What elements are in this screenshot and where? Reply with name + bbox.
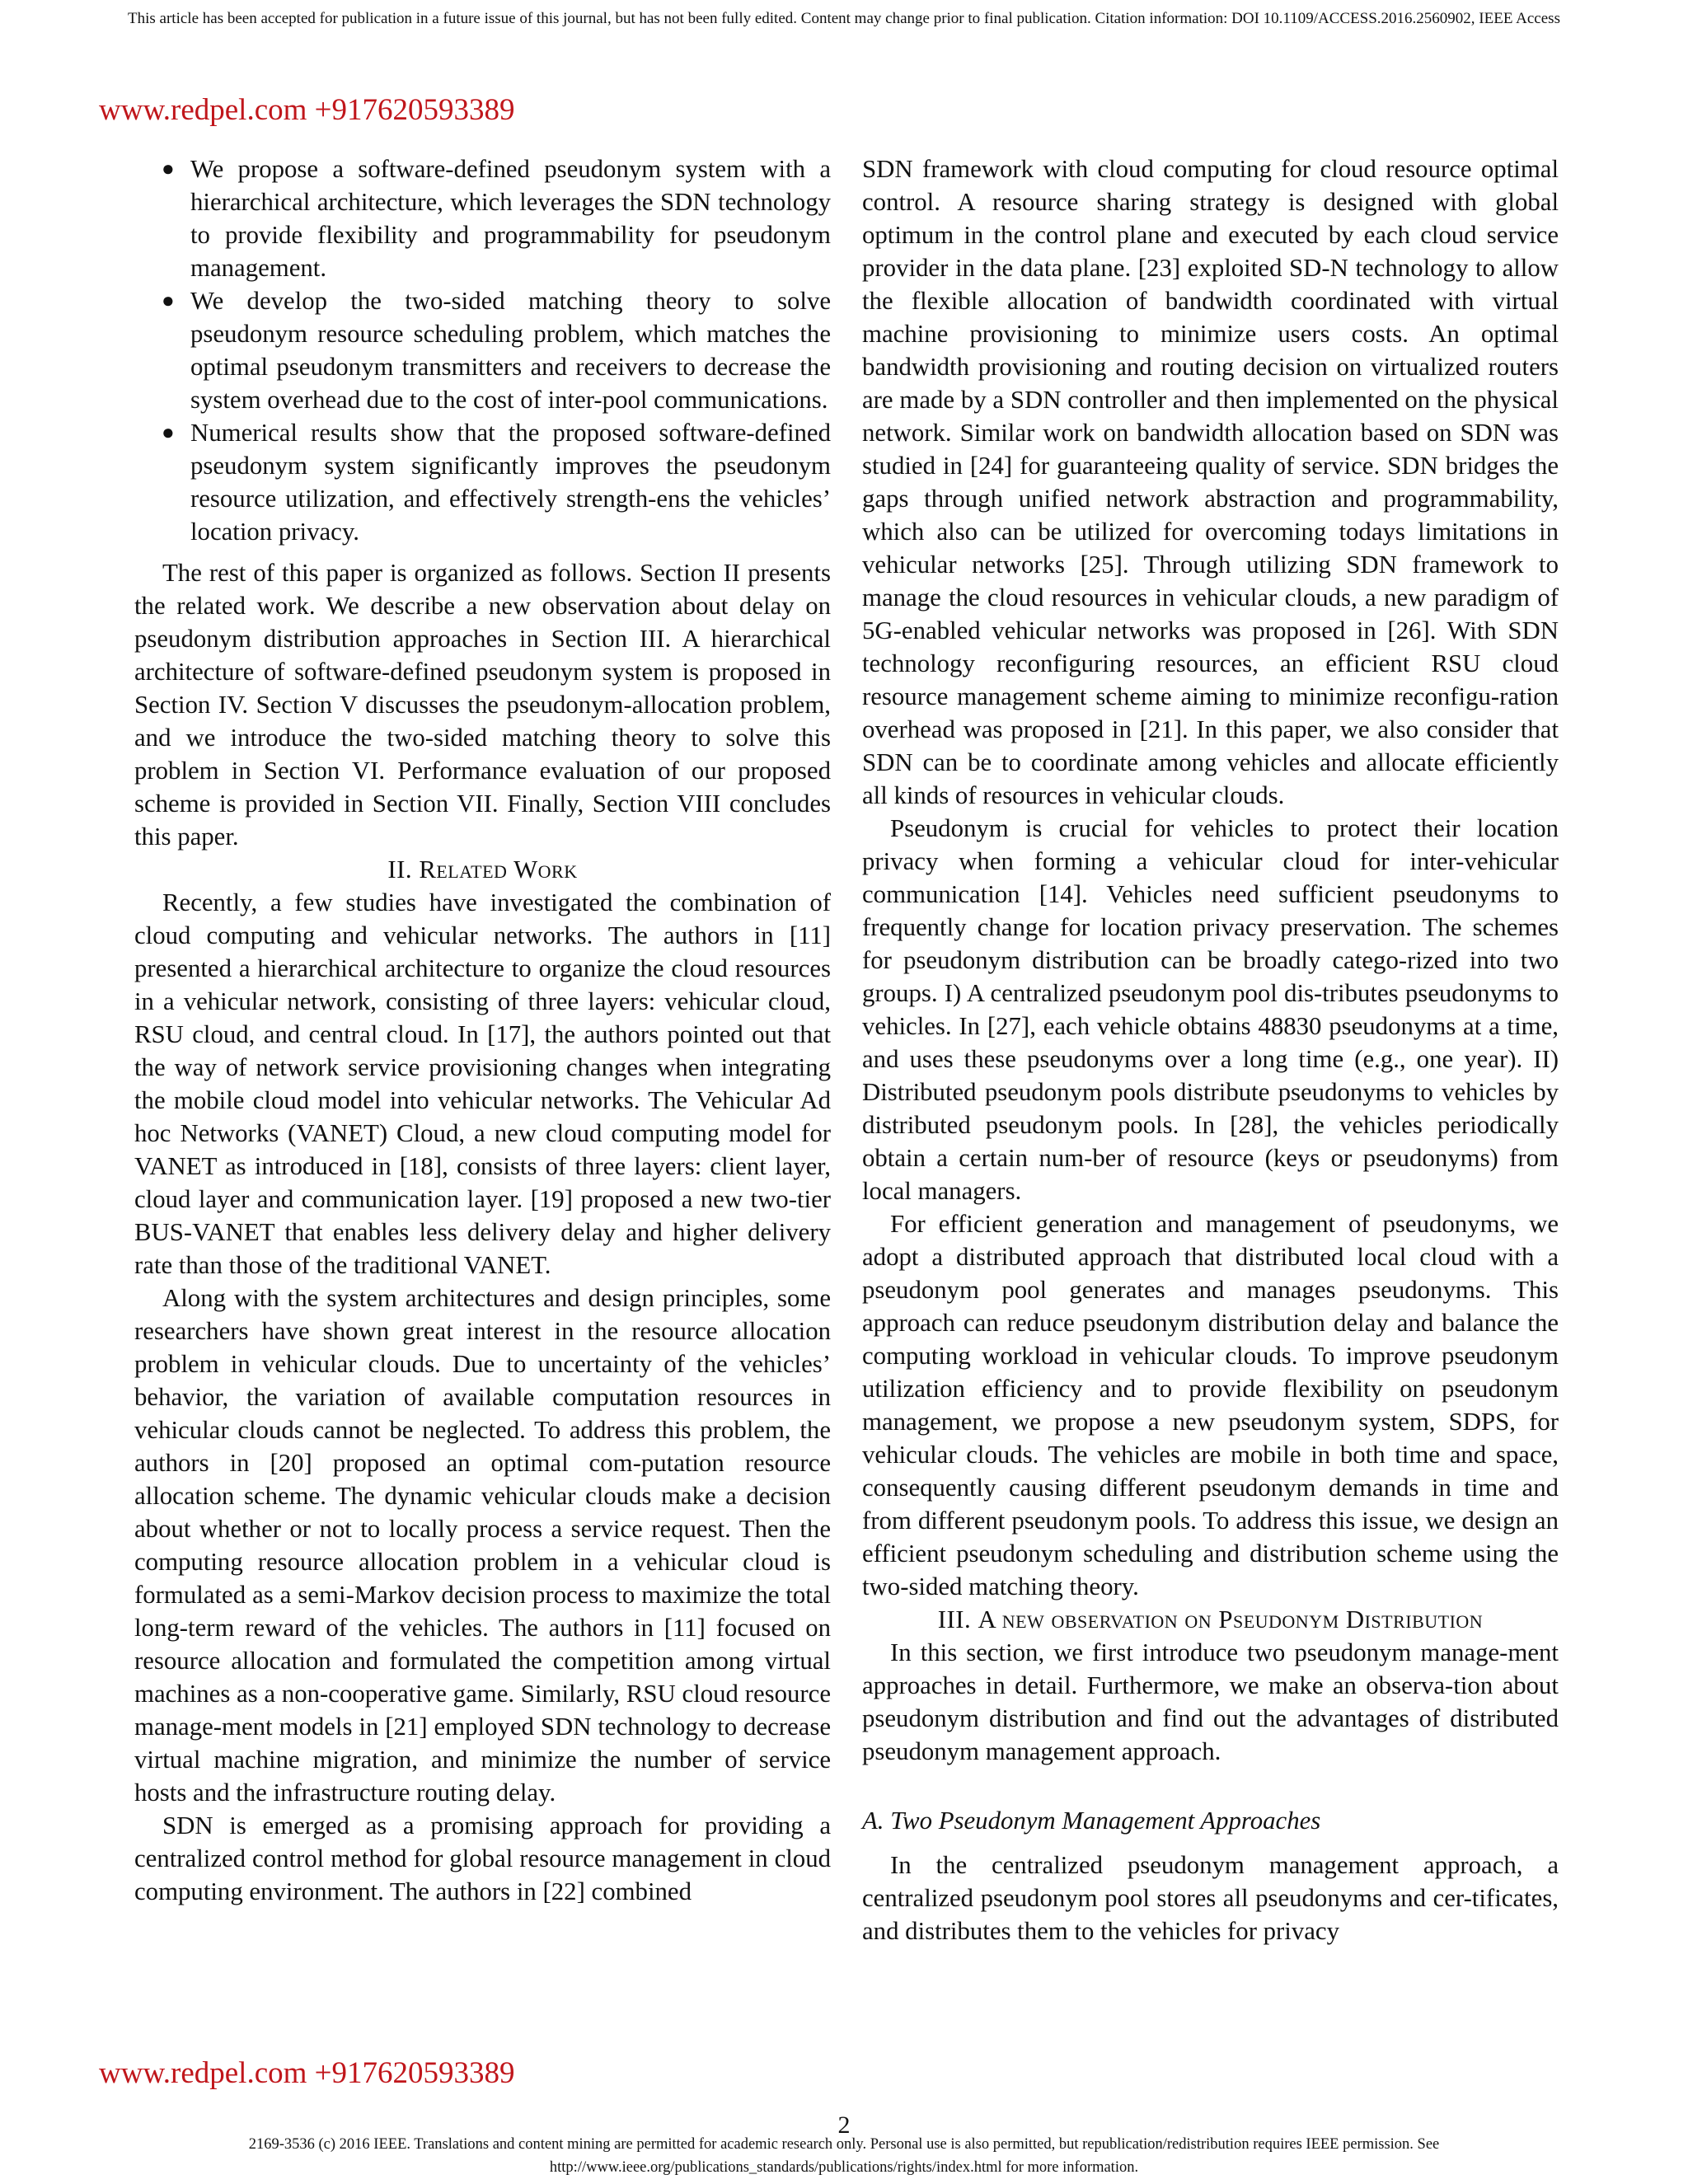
list-item: ● We develop the two-sided matching theory to solve pseudonym resource scheduling problem, which matches the optimal pseudonym transmitters and receivers to decrease the system overhead due to the cost of inter-pool communications.	[134, 284, 831, 416]
continuation-paragraph: SDN framework with cloud computing for cloud resource optimal control. A resource sharing strategy is designed with global optimum in the control plane and executed by each cloud service provider in the data plane. [23] exploited SD-N technology to allow the flexible allocation of bandwidth coordinated with virtual machine provisioning to minimize users costs. An optimal bandwidth provisioning and routing decision on virtualized routers are made by a SDN controller and then implemented on the physical network. Similar work on bandwidth allocation based on SDN was studied in [24] for guaranteeing quality of service. SDN bridges the gaps through unified network abstraction and programmability, which also can be utilized for overcoming todays limitations in vehicular networks [25]. Through utilizing SDN framework to manage the cloud resources in vehicular clouds, a new paradigm of 5G-enabled vehicular networks was proposed in [26]. With SDN technology reconfiguring resources, an efficient RSU cloud resource management scheme aiming to minimize reconfigu-ration overhead was proposed in [21]. In this paper, we also consider that SDN can be to coordinate among vehicles and allocate efficiently all kinds of resources in vehicular clouds.	[862, 155, 1559, 809]
organization-paragraph: The rest of this paper is organized as follows. Section II presents the related work. We describe a new observation about delay on pseudonym distribution approaches in Section III. A hierarchical architecture of software-defined pseudonym system is proposed in Section IV. Section V discusses the pseudonym-allocation problem, and we introduce the two-sided matching theory to solve this problem in Section VI. Performance evaluation of our proposed scheme is provided in Section VII. Finally, Section VIII concludes this paper.	[134, 559, 831, 851]
copyright-notice: 2169-3536 (c) 2016 IEEE. Translations and content mining are permitted for academic research only. Personal use is also permitted, but republication/redistribution requires IEEE permission. See	[248, 2136, 1440, 2153]
watermark-bottom: www.redpel.com +917620593389	[99, 2056, 515, 2090]
bullet-icon: ●	[162, 157, 175, 180]
left-column	[134, 152, 831, 1908]
right-column	[862, 152, 1559, 1947]
body-paragraph: For efficient generation and management of pseudonyms, we adopt a distributed approach that distributed local cloud with a pseudonym pool generates and manages pseudonyms. This approach can reduce pseudonym distribution delay and balance the computing workload in vehicular clouds. To improve pseudonym utilization efficiency and to provide flexibility on pseudonym management, we propose a new pseudonym system, SDPS, for vehicular clouds. The vehicles are mobile in both time and space, consequently causing different pseudonym demands in time and from different pseudonym pools. To address this issue, we design an efficient pseudonym scheduling and distribution scheme using the two-sided matching theory.	[862, 1210, 1559, 1601]
contribution-list	[134, 152, 831, 548]
related-work-paragraph: Recently, a few studies have investigated the combination of cloud computing and vehicular networks. The authors in [11] presented a hierarchical architecture to organize the cloud resources in a vehicular network, consisting of three layers: vehicular cloud, RSU cloud, and central cloud. In [17], the authors pointed out that the way of network service provisioning changes when integrating the mobile cloud model into vehicular networks. The Vehicular Ad hoc Networks (VANET) Cloud, a new cloud computing model for VANET as introduced in [18], consists of three layers: client layer, cloud layer and communication layer. [19] proposed a new two-tier BUS-VANET that enables less delivery delay and higher delivery rate than those of the traditional VANET.	[134, 888, 831, 1279]
subsection-a-heading: A. Two Pseudonym Management Approaches	[862, 1807, 1321, 1835]
related-work-paragraph: Along with the system architectures and design principles, some researchers have shown great interest in the resource allocation problem in vehicular clouds. Due to uncertainty of the vehicles’ behavior, the variation of available computation resources in vehicular clouds cannot be neglected. To address this problem, the authors in [20] proposed an optimal com-putation resource allocation scheme. The dynamic vehicular clouds make a decision about whether or not to locally process a service request. Then the computing resource allocation problem in a vehicular cloud is formulated as a semi-Markov decision process to maximize the total long-term reward of the vehicles. The authors in [11] focused on resource allocation and formulated the competition among virtual machines as a non-cooperative game. Similarly, RSU cloud resource manage-ment models in [21] employed SDN technology to decrease virtual machine migration, and minimize the number of service hosts and the infrastructure routing delay.	[134, 1284, 831, 1807]
body-paragraph: Pseudonym is crucial for vehicles to protect their location privacy when forming a vehicular cloud for inter-vehicular communication [14]. Vehicles need sufficient pseudonyms to frequently change for location privacy preservation. The schemes for pseudonym distribution can be broadly catego-rized into two groups. I) A centralized pseudonym pool dis-tributes pseudonyms to vehicles. In [27], each vehicle obtains 48830 pseudonyms at a time, and uses these pseudonyms over a long time (e.g., one year). II) Distributed pseudonym pools distribute pseudonyms to vehicles by distributed pseudonym pools. In [28], the vehicles periodically obtain a certain num-ber of resource (keys or pseudonyms) from local managers.	[862, 814, 1559, 1205]
watermark-top: www.redpel.com +917620593389	[99, 93, 515, 127]
list-item: ● We propose a software-defined pseudonym system with a hierarchical architecture, which leverages the SDN technology to provide flexibility and programmability for pseudonym management.	[134, 152, 831, 284]
bullet-icon: ●	[162, 288, 175, 312]
list-item: ● Numerical results show that the proposed software-defined pseudonym system significantly improves the pseudonym resource utilization, and effectively strength-ens the vehicles’ location privacy.	[134, 416, 831, 548]
publication-notice: This article has been accepted for publication in a future issue of this journal, but has not been fully edited. Content may change prior to final publication. Citation information: DOI 10.1109/ACCESS.2016.2560902, IEEE Access	[128, 10, 1560, 27]
section-iii-intro-paragraph: In this section, we first introduce two pseudonym manage-ment approaches in detail. Furthermore, we make an observa-tion about pseudonym distribution and find out the advantages of distributed pseudonym management approach.	[862, 1638, 1559, 1765]
subsection-a-paragraph: In the centralized pseudonym management approach, a centralized pseudonym pool stores all pseudonyms and cer-tificates, and distributes them to the vehicles for privacy	[862, 1851, 1559, 1945]
bullet-icon: ●	[162, 420, 175, 444]
copyright-url: http://www.ieee.org/publications_standards/publications/rights/index.html for more information.	[549, 2159, 1139, 2176]
page-number: 2	[837, 2111, 851, 2139]
section-iii-heading: III. A new observation on Pseudonym Distribution	[937, 1605, 1484, 1633]
related-work-paragraph: SDN is emerged as a promising approach for providing a centralized control method for global resource management in cloud computing environment. The authors in [22] combined	[134, 1811, 831, 1905]
section-ii-heading: II. Related Work	[387, 855, 578, 883]
